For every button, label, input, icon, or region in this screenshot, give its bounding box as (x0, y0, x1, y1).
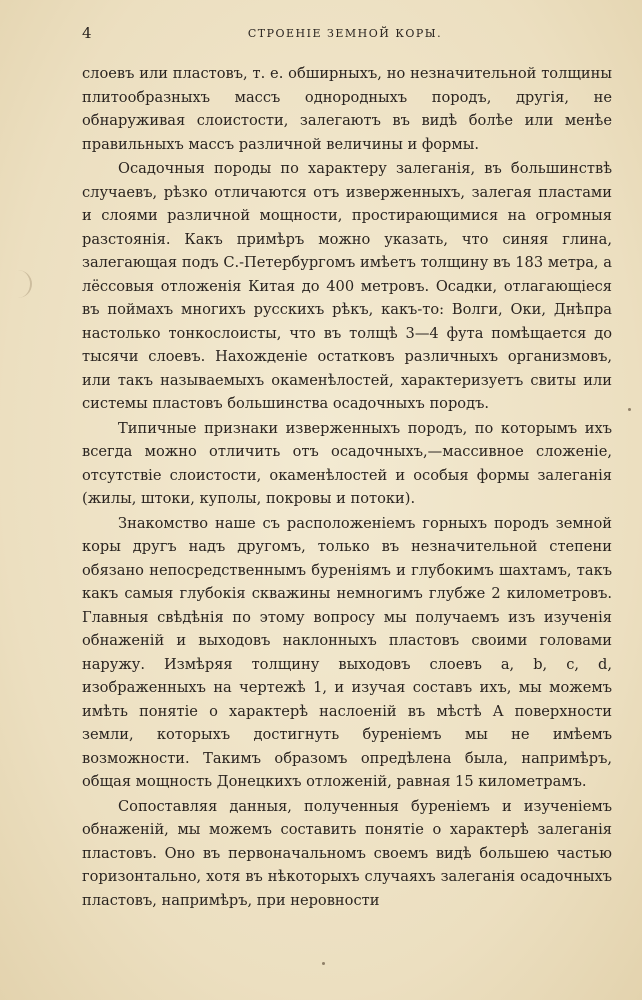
running-title: СТРОЕНІЕ ЗЕМНОЙ КОРЫ. (247, 27, 443, 40)
paragraph: слоевъ или пластовъ, т. е. обширныхъ, но незначительной толщины плитообразныхъ массъ однородныхъ породъ, другія, не обнаруживая слоистости, залегаютъ въ видѣ болѣе или менѣе правильныхъ массъ различной величины и формы. (82, 65, 612, 153)
paragraph: Осадочныя породы по характеру залеганія, въ большинствѣ случаевъ, рѣзко отличаются отъ изверженныхъ, залегая пластами и слоями различной мощности, простирающимися на огромныя разстоянія. Какъ примѣръ можно указать, что синяя глина, залегающая подъ С.-Петербургомъ имѣетъ толщину въ 183 метра, а лёссовыя отложенія Китая до 400 метровъ. Осадки, отлагающіеся въ поймахъ многихъ русскихъ рѣкъ, какъ-то: Волги, Оки, Днѣпра настолько тонкослоисты, что въ толщѣ 3—4 фута помѣщается до тысячи слоевъ. Нахожденіе остатковъ различныхъ организмовъ, или такъ называемыхъ окаменѣлостей, характеризуетъ свиты или системы пластовъ большинства осадочныхъ породъ. (82, 160, 612, 412)
paper-speck (322, 962, 325, 965)
page-header (82, 24, 608, 44)
page-body (82, 62, 612, 913)
paragraph: Типичные признаки изверженныхъ породъ, по которымъ ихъ всегда можно отличить отъ осадочныхъ,—массивное сложеніе, отсутствіе слоистости, окаменѣлостей и особыя формы залеганія (жилы, штоки, куполы, покровы и потоки). (82, 419, 612, 507)
page-edge-mark (14, 270, 32, 298)
paper-speck (628, 408, 631, 411)
paragraph: Сопоставляя данныя, полученныя буреніемъ и изученіемъ обнаженій, мы можемъ составить понятіе о характерѣ залеганія пластовъ. Оно въ первоначальномъ своемъ видѣ большею частью горизонтально, хотя въ нѣкоторыхъ случаяхъ залеганія осадочныхъ пластовъ, напримѣръ, при неровности (82, 797, 612, 909)
paragraph: Знакомство наше съ расположеніемъ горныхъ породъ земной коры другъ надъ другомъ, только въ незначительной степени обязано непосредственнымъ буреніямъ и глубокимъ шахтамъ, такъ какъ самыя глубокія скважины немногимъ глубже 2 километровъ. Главныя свѣдѣнія по этому вопросу мы получаемъ изъ изученія обнаженій и выходовъ наклонныхъ пластовъ своими головами наружу. Измѣряя толщину выходовъ слоевъ a, b, c, d, изображенныхъ на чертежѣ 1, и изучая составъ ихъ, мы можемъ имѣть понятіе о характерѣ наслоеній въ мѣстѣ A поверхности земли, которыхъ достигнуть буреніемъ мы не имѣемъ возможности. Такимъ образомъ опредѣлена была, напримѣръ, общая мощность Донецкихъ отложеній, равная 15 километрамъ. (82, 514, 612, 790)
page-number: 4 (82, 24, 92, 42)
